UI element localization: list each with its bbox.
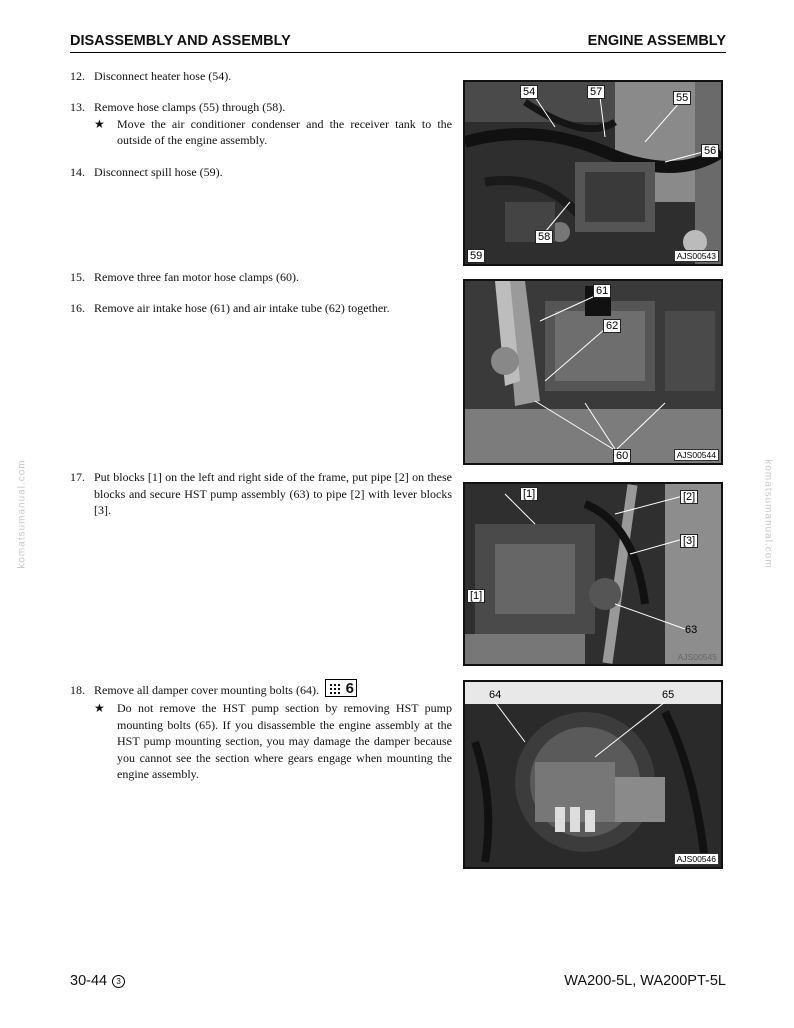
callout-block-1: [1] <box>520 487 538 501</box>
dot-grid-icon <box>329 683 341 695</box>
callout-pipe-2: [2] <box>680 490 698 504</box>
callout-lever-block-3: [3] <box>680 534 698 548</box>
step-14 <box>70 164 452 181</box>
photo-heater-hose <box>463 80 723 266</box>
step-number: 18. <box>70 683 85 697</box>
image-code: AJS00545 <box>677 652 717 662</box>
page-number <box>70 973 125 989</box>
step-13 <box>70 99 452 149</box>
note-text: Move the air conditioner condenser and the receiver tank to the outside of the engine assembly. <box>117 116 452 147</box>
step-number: 14. <box>70 165 85 179</box>
callout-60: 60 <box>613 449 631 463</box>
page-header <box>70 32 726 53</box>
watermark-right: komatsumanual.com <box>762 459 774 569</box>
step-17 <box>70 469 452 519</box>
callout-63: 63 <box>685 624 698 636</box>
step-number: 17. <box>70 470 85 484</box>
step-text: Disconnect heater hose (54). <box>94 69 232 83</box>
step-number: 12. <box>70 69 85 83</box>
image-code: AJS00544 <box>674 449 719 461</box>
photo-damper-cover <box>463 680 723 869</box>
star-icon: ★ <box>94 701 105 716</box>
section-title: DISASSEMBLY AND ASSEMBLY <box>70 33 291 49</box>
model-name: WA200-5L, WA200PT-5L <box>564 973 726 989</box>
page-footer <box>70 973 726 993</box>
step-text: Remove three fan motor hose clamps (60). <box>94 270 299 284</box>
callout-58: 58 <box>535 230 553 244</box>
engine-photo-illustration <box>465 82 721 264</box>
engine-photo-illustration <box>465 682 721 867</box>
note-text: Do not remove the HST pump section by removing HST pump mounting bolts (65). If you disassemble the engine assembly at the HST pump mounting section, you may damage the damper because you cannot see the section where gears engage when mounting the engine assembly. <box>117 701 452 782</box>
callout-62: 62 <box>603 319 621 333</box>
step-number: 13. <box>70 100 85 114</box>
revision-badge: 3 <box>112 975 125 988</box>
callout-block-1-lower: [1] <box>467 589 485 603</box>
reference-number: 6 <box>345 680 354 698</box>
callout-55: 55 <box>673 91 691 105</box>
step-text <box>94 682 452 700</box>
photo-hst-pump-support <box>463 482 723 666</box>
step-note <box>94 116 452 149</box>
chapter-title: ENGINE ASSEMBLY <box>587 33 726 49</box>
step-16 <box>70 300 452 317</box>
step-text-main: Remove all damper cover mounting bolts (64). <box>94 683 319 697</box>
step-text: Remove air intake hose (61) and air intake tube (62) together. <box>94 301 390 315</box>
step-text: Disconnect spill hose (59). <box>94 165 223 179</box>
callout-59: 59 <box>467 249 485 263</box>
page-number-text: 30-44 <box>70 973 108 989</box>
engine-photo-illustration <box>465 281 721 463</box>
engine-photo-illustration <box>465 484 721 664</box>
callout-65: 65 <box>662 689 675 701</box>
step-15 <box>70 269 452 286</box>
step-note <box>94 700 452 783</box>
reference-mark-icon <box>325 679 357 697</box>
callout-61: 61 <box>593 284 611 298</box>
photo-air-intake <box>463 279 723 465</box>
star-icon: ★ <box>94 116 105 131</box>
callout-56: 56 <box>701 144 719 158</box>
image-code: AJS00543 <box>674 250 719 262</box>
step-12 <box>70 68 452 85</box>
step-18 <box>70 682 452 783</box>
callout-57: 57 <box>587 85 605 99</box>
callout-54: 54 <box>520 85 538 99</box>
step-text: Put blocks [1] on the left and right side of the frame, put pipe [2] on these blocks and secure HST pump assembly (63) to pipe [2] with lever blocks [3]. <box>94 470 452 517</box>
callout-64: 64 <box>489 689 502 701</box>
watermark-left: komatsumanual.com <box>16 459 28 569</box>
image-code: AJS00546 <box>674 853 719 865</box>
step-number: 16. <box>70 301 85 315</box>
step-text: Remove hose clamps (55) through (58). <box>94 100 286 114</box>
step-number: 15. <box>70 270 85 284</box>
